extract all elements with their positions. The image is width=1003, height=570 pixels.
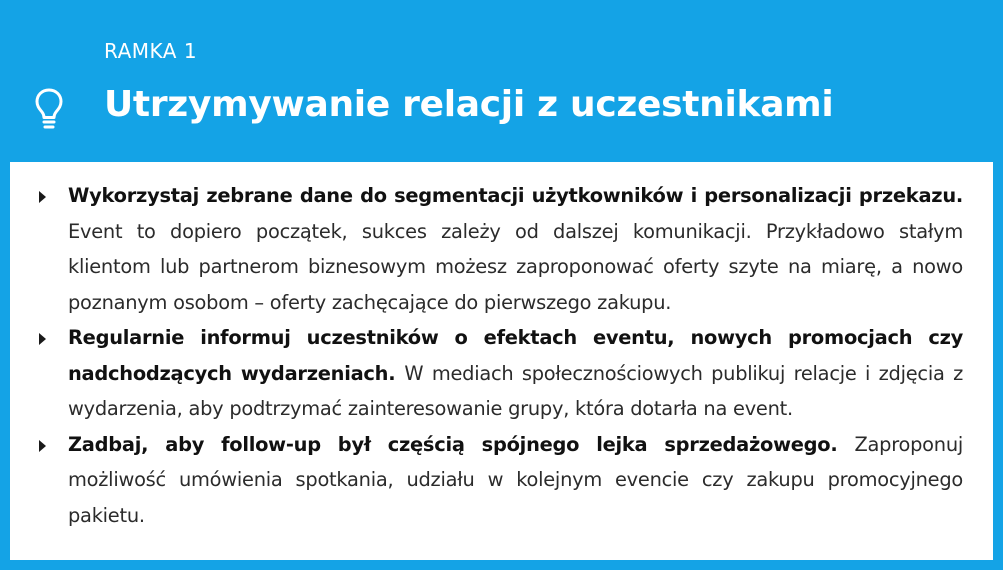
content-panel	[10, 162, 993, 560]
item-lead: Wykorzystaj zebrane dane do segmentacji użytkowników i personalizacji przekazu.	[68, 184, 963, 207]
item-body: Zaproponuj możliwość umówienia spotkania, udziału w kolejnym evencie czy zakupu promocyjnego pakietu.	[68, 432, 963, 527]
list-item	[10, 320, 993, 427]
box-label: RAMKA 1	[104, 39, 198, 63]
lightbulb-icon	[35, 88, 63, 132]
bullet-list	[10, 178, 993, 533]
list-item	[10, 427, 993, 534]
list-item	[10, 178, 993, 320]
triangle-bullet-icon	[39, 333, 46, 345]
triangle-bullet-icon	[39, 440, 46, 452]
item-body: Event to dopiero początek, sukces zależy od dalszej komunikacji. Przykładowo stałym klientom lub partnerom biznesowym możesz zaproponować oferty szyte na miarę, a nowo poznanym osobom – oferty zachęcające do pierwszego zakupu.	[68, 219, 963, 314]
item-lead: Regularnie informuj uczestników o efektach eventu, nowych promocjach czy nadchodzących wydarzeniach.	[68, 326, 963, 385]
triangle-bullet-icon	[39, 191, 46, 203]
item-lead: Zadbaj, aby follow-up był częścią spójnego lejka sprzedażowego.	[68, 432, 855, 456]
item-body: W mediach społecznościowych publikuj relacje i zdjęcia z wydarzenia, aby podtrzymać zainteresowanie grupy, która dotarła na event.	[68, 361, 964, 420]
box-title: Utrzymywanie relacji z uczestnikami	[104, 84, 834, 125]
